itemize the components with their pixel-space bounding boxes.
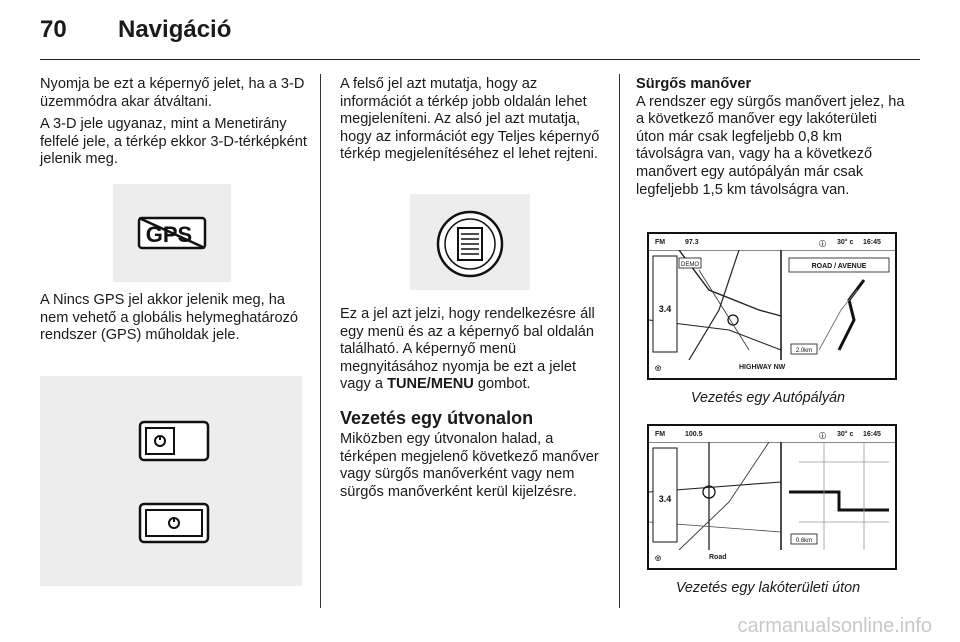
svg-text:ROAD / AVENUE: ROAD / AVENUE [811, 263, 867, 270]
col1-paragraph-1: Nyomja be ezt a képernyő jelet, ha a 3-D üzemmódra akar átváltani. [40, 76, 305, 110]
menu-list-icon [410, 194, 530, 290]
map-info-panel-icon [140, 422, 208, 460]
map-view-toggle-figure [40, 376, 302, 586]
watermark: carmanualsonline.info [737, 615, 932, 637]
menu-figure [410, 194, 530, 290]
gps-figure [113, 184, 231, 282]
page-header [40, 16, 920, 56]
caption-residential: Vezetés egy lakóterületi úton [675, 580, 861, 596]
column-2 [340, 76, 608, 169]
col3-paragraph-1: A rendszer egy sürgős manővert jelez, ha a következő manőver egy lakóterületi úton már csak legfeljebb 0,8 km távolságra van, vagy ha a következő manővert egy autópályán már csak legfeljebb 1,5 km távolságra van. [636, 93, 905, 198]
svg-text:2.0km: 2.0km [795, 348, 813, 354]
info-icon-2: ⓘ [819, 433, 826, 440]
svg-text:DEMO: DEMO [681, 262, 699, 268]
column-3 [636, 76, 908, 204]
column-1 [40, 76, 308, 174]
page-title: Navigáció [118, 16, 232, 43]
highway-nav-screen: FM 97.3 ⓘ 30° c 16:45 3.4 DEMO ROAD / AVENUE 2.0km ◎ HIGHWAY NW [647, 232, 897, 380]
no-gps-icon [113, 184, 231, 282]
col1-paragraph-2: A 3-D jele ugyanaz, mint a Menetirány felfelé jele, a térkép ekkor 3-D-térképként jelenik meg. [40, 116, 307, 168]
svg-text:3.4: 3.4 [658, 304, 672, 314]
header-rule [40, 59, 920, 60]
col1-paragraph-3: A Nincs GPS jel akkor jelenik meg, ha nem vehető a globális helymeghatározó rendszer (GPS) műholdak jele. [40, 292, 298, 344]
svg-text:0.6km: 0.6km [795, 538, 813, 544]
residential-nav-screen: FM 100.5 ⓘ 30° c 16:45 3.4 0.6km ◎ Road [647, 424, 897, 570]
column-2-lower [340, 306, 608, 506]
page-number: 70 [40, 16, 67, 43]
compass-icon: ◎ [655, 365, 662, 372]
gps-icon-label: GPS [145, 222, 193, 247]
info-icon: ⓘ [819, 241, 826, 248]
tune-menu-button-label: TUNE/MENU [387, 376, 474, 393]
column-1-lower [40, 292, 308, 350]
col2-paragraph-2: Ez a jel azt jelzi, hogy rendelkezésre áll egy menü és az a képernyő bal oldalán található. A képernyő menü megnyitásához nyomja be ezt a jelet vagy a TUNE/MENU gombot. [340, 306, 595, 393]
svg-text:3.4: 3.4 [658, 494, 672, 504]
compass-icon-2: ◎ [655, 555, 662, 562]
col2-paragraph-3: Miközben egy útvonalon halad, a térképen megjelenő következő manőver vagy sürgős manőverként vagy nem sürgős manőverként kerül kijelzésre. [340, 430, 599, 500]
column-divider-2 [619, 74, 620, 608]
caption-highway: Vezetés egy Autópályán [690, 390, 846, 406]
col2-paragraph-1: A felső jel azt mutatja, hogy az információt a térkép jobb oldalán lehet megjeleníteni. Az alsó jel azt mutatja, hogy az információt egy Teljes képernyő térkép megjelenítéséhez el lehet rejteni. [340, 76, 600, 163]
sub-heading: Sürgős manőver [636, 76, 752, 92]
section-heading: Vezetés egy útvonalon [340, 407, 534, 428]
column-divider-1 [320, 74, 321, 608]
map-fullscreen-icon [140, 504, 208, 542]
